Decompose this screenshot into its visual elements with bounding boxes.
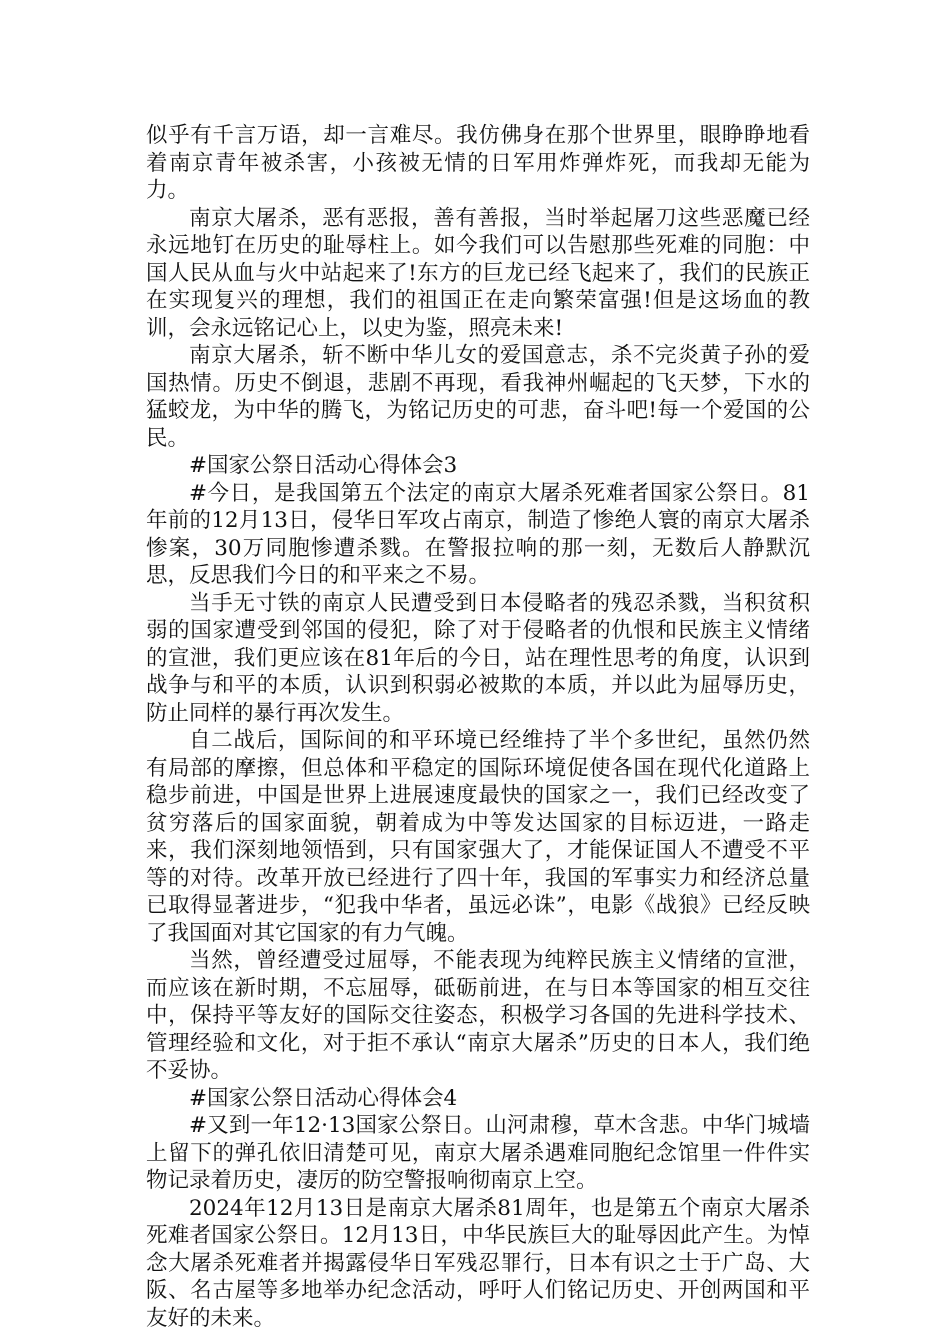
paragraph-2: 南京大屠杀，恶有恶报，善有善报，当时举起屠刀这些恶魔已经永远地钉在历史的耻辱柱上。如今我们可以告慰那些死难的同胞：中国人民从血与火中站起来了!东方的巨龙已经飞起来了，我们的民族正在实现复兴的理想，我们的祖国正在走向繁荣富强!但是这场血的教训，会永远铭记心上，以史为鉴，照亮未来! <box>146 205 810 341</box>
section-heading-4: #国家公祭日活动心得体会4 <box>189 1085 458 1111</box>
paragraph-6: 自二战后，国际间的和平环境已经维持了半个多世纪，虽然仍然有局部的摩擦，但总体和平稳定的国际环境促使各国在现代化道路上稳步前进，中国是世界上进展速度最快的国家之一，我们已经改变了贫穷落后的国家面貌，朝着成为中等发达国家的目标迈进，一路走来，我们深刻地领悟到，只有国家强大了，才能保证国人不遭受不平等的对待。改革开放已经进行了四十年，我国的军事实力和经济总量已取得显著进步，“犯我中华者，虽远必诛”，电影《战狼》已经反映了我国面对其它国家的有力气魄。 <box>146 728 810 946</box>
paragraph-3: 南京大屠杀，斩不断中华儿女的爱国意志，杀不完炎黄子孙的爱国热情。历史不倒退，悲剧不再现，看我神州崛起的飞天梦，下水的猛蛟龙，为中华的腾飞，为铭记历史的可悲，奋斗吧!每一个爱国的公民。 <box>146 343 810 451</box>
paragraph-7: 当然，曾经遭受过屈辱，不能表现为纯粹民族主义情绪的宣泄，而应该在新时期，不忘屈辱，砥砺前进，在与日本等国家的相互交往中，保持平等友好的国际交往姿态，积极学习各国的先进科学技术、管理经验和文化，对于拒不承认“南京大屠杀”历史的日本人，我们绝不妥协。 <box>146 948 810 1083</box>
paragraph-9: 2024年12月13日是南京大屠杀81周年，也是第五个南京大屠杀死难者国家公祭日。12月13日，中华民族巨大的耻辱因此产生。为悼念大屠杀死难者并揭露侵华日军残忍罪行，日本有识之士于广岛、大阪、名古屋等多地举办纪念活动，呼吁人们铭记历史、开创两国和平友好的未来。 <box>146 1195 810 1331</box>
paragraph-4: #今日，是我国第五个法定的南京大屠杀死难者国家公祭日。81年前的12月13日，侵华日军攻占南京，制造了惨绝人寰的南京大屠杀惨案，30万同胞惨遭杀戮。在警报拉响的那一刻，无数后人静默沉思，反思我们今日的和平来之不易。 <box>146 480 810 588</box>
document-page <box>146 122 810 1332</box>
paragraph-5: 当手无寸铁的南京人民遭受到日本侵略者的残忍杀戮，当积贫积弱的国家遭受到邻国的侵犯，除了对于侵略者的仇恨和民族主义情绪的宣泄，我们更应该在81年后的今日，站在理性思考的角度，认识到战争与和平的本质，认识到积弱必被欺的本质，并以此为屈辱历史，防止同样的暴行再次发生。 <box>146 590 810 726</box>
paragraph-8: #又到一年12·13国家公祭日。山河肃穆，草木含悲。中华门城墙上留下的弹孔依旧清楚可见，南京大屠杀遇难同胞纪念馆里一件件实物记录着历史，凄厉的防空警报响彻南京上空。 <box>146 1113 810 1193</box>
paragraph-1: 似乎有千言万语，却一言难尽。我仿佛身在那个世界里，眼睁睁地看着南京青年被杀害，小孩被无情的日军用炸弹炸死，而我却无能为力。 <box>146 123 810 203</box>
section-heading-3: #国家公祭日活动心得体会3 <box>189 453 458 478</box>
